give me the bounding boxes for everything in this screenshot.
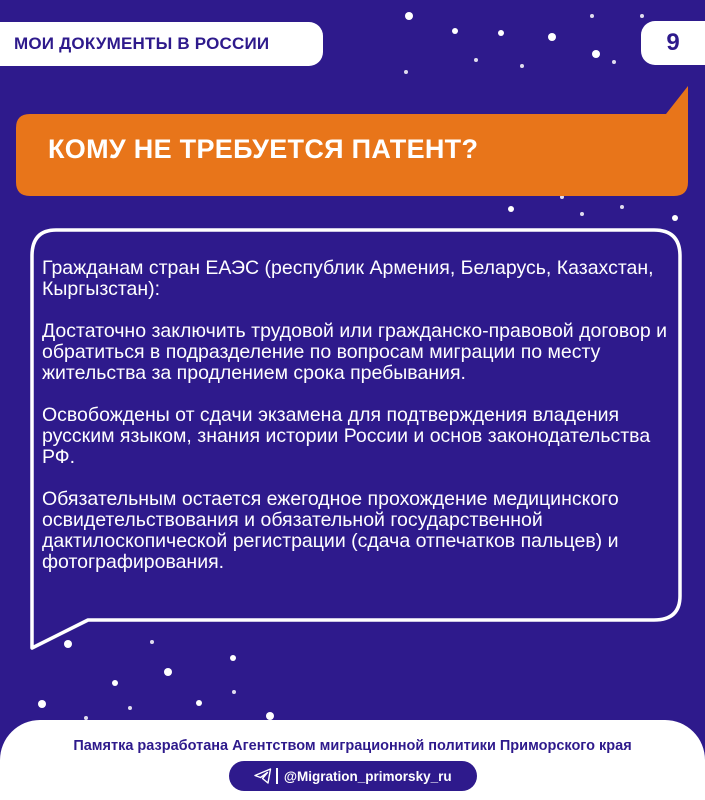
paragraph-eaeu-citizens: Гражданам стран ЕАЭС (республик Армения, Беларусь, Казахстан, Кыргызстан): <box>42 257 654 300</box>
page-number <box>641 21 705 65</box>
header-label <box>0 22 323 66</box>
pill-divider <box>276 768 278 784</box>
telegram-icon <box>254 768 272 784</box>
paragraph-mandatory: Обязательным остается ежегодное прохождение медицинского освидетельствования и обязательной государственной дактилоскопической регистрации (сдача отпечатков пальцев) и фотографирования. <box>42 488 619 573</box>
banner-title: КОМУ НЕ ТРЕБУЕТСЯ ПАТЕНТ? <box>48 134 479 164</box>
content-text <box>42 258 672 594</box>
header-label-text: МОИ ДОКУМЕНТЫ В РОССИИ <box>14 34 270 53</box>
footer <box>0 720 705 800</box>
page-number-text: 9 <box>666 29 680 56</box>
content-bubble <box>18 222 688 652</box>
footer-text: Памятка разработана Агентством миграционной политики Приморского края <box>73 738 632 754</box>
paragraph-contract: Достаточно заключить трудовой или гражданско-правовой договор и обратиться в подразделение по вопросам миграции по месту жительства за продлением срока пребывания. <box>42 320 667 384</box>
telegram-channel-link[interactable] <box>229 761 477 791</box>
telegram-channel-name: @Migration_primorsky_ru <box>283 768 452 784</box>
title-banner <box>16 86 691 196</box>
paragraph-exam-exemption: Освобождены от сдачи экзамена для подтверждения владения русским языком, знания истории России и основ законодательства РФ. <box>42 404 651 468</box>
